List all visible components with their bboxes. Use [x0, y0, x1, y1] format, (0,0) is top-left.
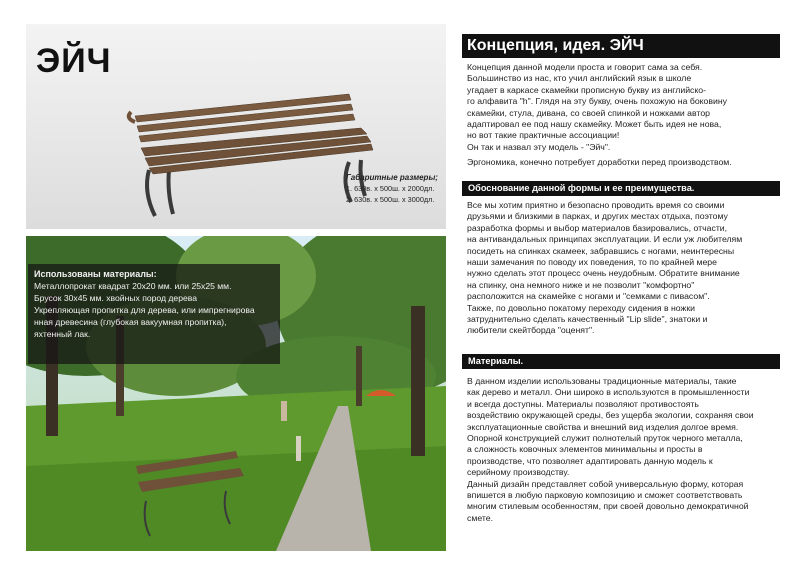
materials-overlay [28, 264, 280, 364]
materials-text [467, 376, 777, 524]
materials-overlay-line: Металлопрокат квадрат 20x20 мм. или 25x25 мм. [34, 281, 232, 291]
justification-line: любители скейтборда "оценят". [467, 325, 595, 336]
materials-line: эксплуатационные свойства и внешний вид изделия долгое время. [467, 421, 739, 432]
concept-heading: Концепция, идея. ЭЙЧ [462, 34, 780, 58]
materials-line: а сложность ковочных элементов минимальны и просты в [467, 444, 703, 455]
materials-line: многим стилевым особенностям, при своей довольно демократичной [467, 501, 749, 512]
materials-overlay-line: яхтенный лак. [34, 329, 91, 339]
materials-line: В данном изделии использованы традиционные материалы, такие [467, 376, 737, 386]
materials-overlay-line: Брусок 30x45 мм. хвойных пород дерева [34, 293, 197, 303]
justification-line: друзьями и близкими в парках, и других местах отдыха, поэтому [467, 211, 728, 222]
materials-heading: Материалы. [462, 354, 780, 369]
justification-line: Также, по довольно покатому переходу сидения в ножки [467, 302, 695, 313]
dimensions-line: 2. 630в. x 500ш. x 3000дл. [346, 195, 435, 204]
materials-line: впишется в любую парковую композицию и сможет соответствовать [467, 490, 743, 501]
justification-line: наши замечания по поводу их поведения, то по крайней мере [467, 257, 717, 268]
materials-line: производстве, что позволяет адаптировать данную модель к [467, 455, 713, 466]
dimensions-title: Габаритные размеры; [346, 173, 438, 182]
materials-overlay-line: Укрепляющая пропитка для дерева, или импрегнирова [34, 305, 255, 315]
justification-line: расположится на скамейке с ногами и "семками с пивасом". [467, 291, 710, 302]
materials-line: серийному производству. [467, 467, 570, 478]
justification-line: на спинку, она немного ниже и не позволит "комфортно" [467, 279, 695, 290]
materials-line: как дерево и металл. Они широко в используются в промышленности [467, 387, 750, 398]
materials-line: Опорной конструкцией служит полнотелый пруток черного металла, [467, 433, 743, 444]
concept-line: адаптировал ее под нашу скамейку. Может быть идея не нова, [467, 119, 722, 130]
justification-line: посидеть на спинках скамеек, забравшись с ногами, неинтересны [467, 245, 735, 256]
concept-line: угадает в каркасе скамейки прописную букву из английско- [467, 84, 707, 95]
dimensions-line: 1. 630в. x 500ш. x 2000дл. [346, 184, 435, 193]
concept-line: Концепция данной модели проста и говорит сама за себя. [467, 62, 703, 72]
bench-render-panel [26, 24, 446, 229]
materials-line: и всегда доступны. Материалы позволяют противостоять [467, 398, 699, 409]
bench-render-image [121, 74, 381, 224]
justification-line: на антивандальных принципах эксплуатации. И если уж любителям [467, 234, 743, 245]
materials-line: смете. [467, 512, 493, 523]
justification-line: разработка формы и выбор материалов базировались, отчасти, [467, 222, 728, 233]
justification-text [467, 200, 777, 337]
concept-ergonomics: Эргономика, конечно потребует доработки перед производством. [467, 157, 732, 168]
justification-line: Все мы хотим приятно и безопасно проводить время со своими [467, 200, 725, 210]
concept-line: го алфавита "h". Глядя на эту букву, очень похожую на боковину [467, 96, 727, 107]
materials-line: воздействию окружающей среды, без ущерба экологии, сохраняя свои [467, 410, 754, 421]
justification-line: затруднительно сделать качественный "Lip slide", знатоки и [467, 314, 708, 325]
materials-line: Данный дизайн представляет собой универсальную форму, которая [467, 478, 744, 489]
concept-line: Он так и назвал эту модель - "Эйч". [467, 141, 611, 152]
materials-overlay-title: Использованы материалы: [34, 269, 157, 279]
concept-line: скамейки, стула, дивана, со своей спинкой и ножками автор [467, 107, 710, 118]
materials-overlay-line: нная древесина (глубокая вакуумная пропитка), [34, 317, 227, 327]
concept-line: Большинство из нас, кто учил английский язык в школе [467, 73, 692, 84]
concept-line: но вот такие практичные ассоциации! [467, 130, 620, 141]
justification-line: нужно сделать этот процесс очень неудобным. Обратите внимание [467, 268, 740, 279]
brand-title: ЭЙЧ [36, 42, 112, 80]
concept-text [467, 62, 777, 169]
dimensions-block [346, 172, 438, 205]
justification-heading: Обоснование данной формы и ее преимущества. [462, 181, 780, 196]
